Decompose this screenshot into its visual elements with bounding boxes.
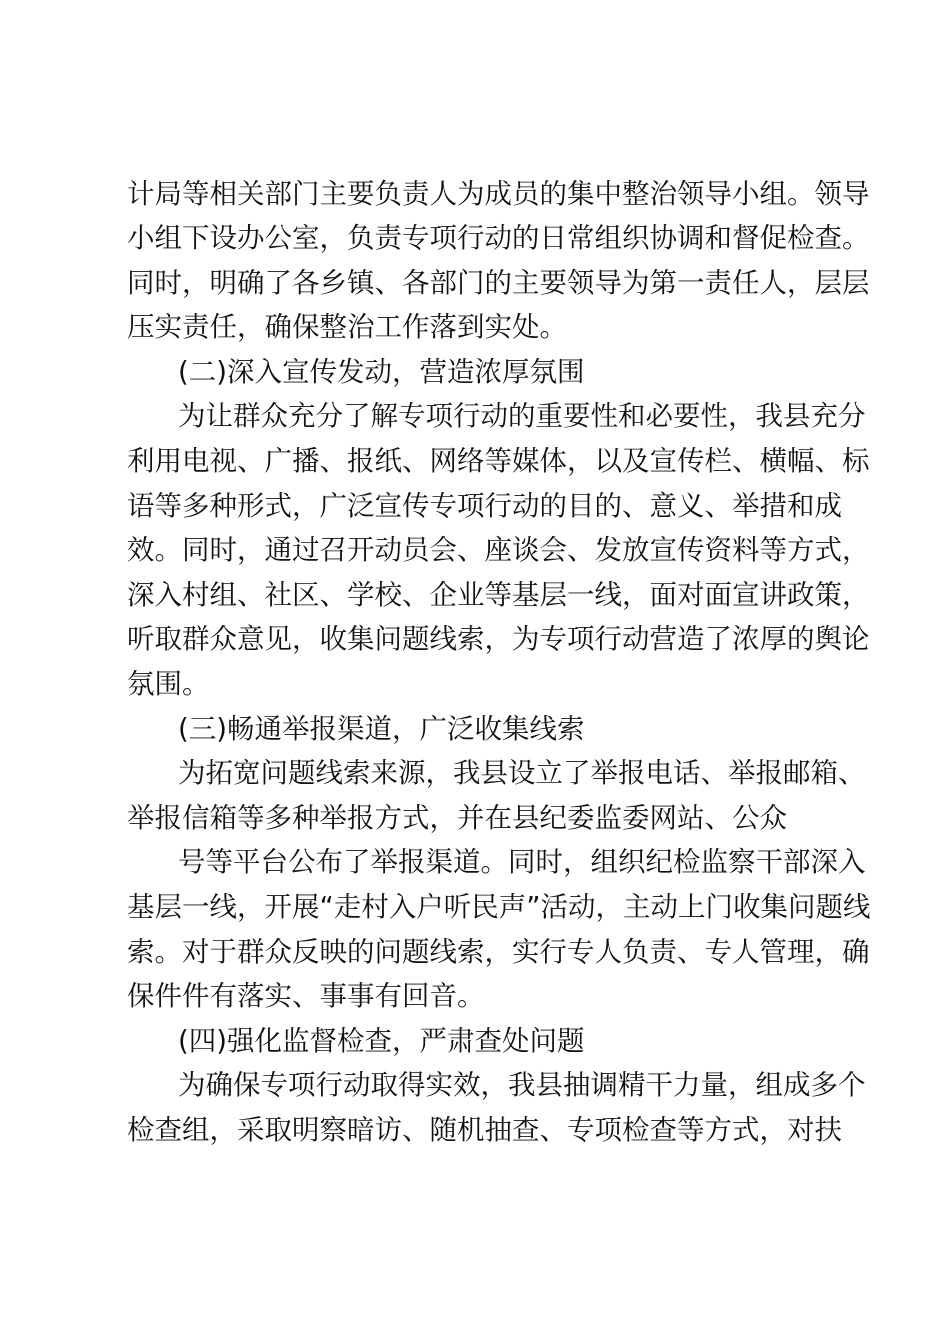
body-text-line: 听取群众意见，收集问题线索，为专项行动营造了浓厚的舆论 <box>127 623 870 655</box>
section-heading: (三)畅通举报渠道，广泛收集线索 <box>178 713 585 745</box>
body-text-line: 效。同时，通过召开动员会、座谈会、发放宣传资料等方式， <box>127 534 870 566</box>
body-text-line: 为确保专项行动取得实效，我县抽调精干力量，组成多个 <box>178 1069 866 1101</box>
body-text-line: 为让群众充分了解专项行动的重要性和必要性，我县充分 <box>178 400 866 432</box>
body-text-line: 检查组，采取明察暗访、随机抽查、专项检查等方式，对扶 <box>127 1114 842 1146</box>
body-text-line: 利用电视、广播、报纸、网络等媒体，以及宣传栏、横幅、标 <box>127 445 870 477</box>
body-text-line: 语等多种形式，广泛宣传专项行动的目的、意义、举措和成 <box>127 490 842 522</box>
body-text-line: 深入村组、社区、学校、企业等基层一线，面对面宣讲政策， <box>127 579 870 611</box>
body-text-line: 号等平台公布了举报渠道。同时，组织纪检监察干部深入 <box>178 846 866 878</box>
section-heading: (四)强化监督检查，严肃查处问题 <box>178 1025 585 1057</box>
body-text-line: 为拓宽问题线索来源，我县设立了举报电话、举报邮箱、 <box>178 757 866 789</box>
body-text-line: 基层一线，开展“走村入户听民声”活动，主动上门收集问题线 <box>127 891 871 923</box>
body-text-line: 计局等相关部门主要负责人为成员的集中整治领导小组。领导 <box>127 178 870 210</box>
body-text-line: 压实责任，确保整治工作落到实处。 <box>127 311 567 343</box>
body-text-line: 小组下设办公室，负责专项行动的日常组织协调和督促检查。 <box>127 222 870 254</box>
body-text-line: 保件件有落实、事事有回音。 <box>127 980 485 1012</box>
body-text-line: 氛围。 <box>127 668 210 700</box>
body-text-line: 索。对于群众反映的问题线索，实行专人负责、专人管理，确 <box>127 936 870 968</box>
body-text-line: 同时，明确了各乡镇、各部门的主要领导为第一责任人，层层 <box>127 267 870 299</box>
body-text-line: 举报信箱等多种举报方式，并在县纪委监委网站、公众 <box>127 802 787 834</box>
section-heading: (二)深入宣传发动，营造浓厚氛围 <box>178 356 585 388</box>
